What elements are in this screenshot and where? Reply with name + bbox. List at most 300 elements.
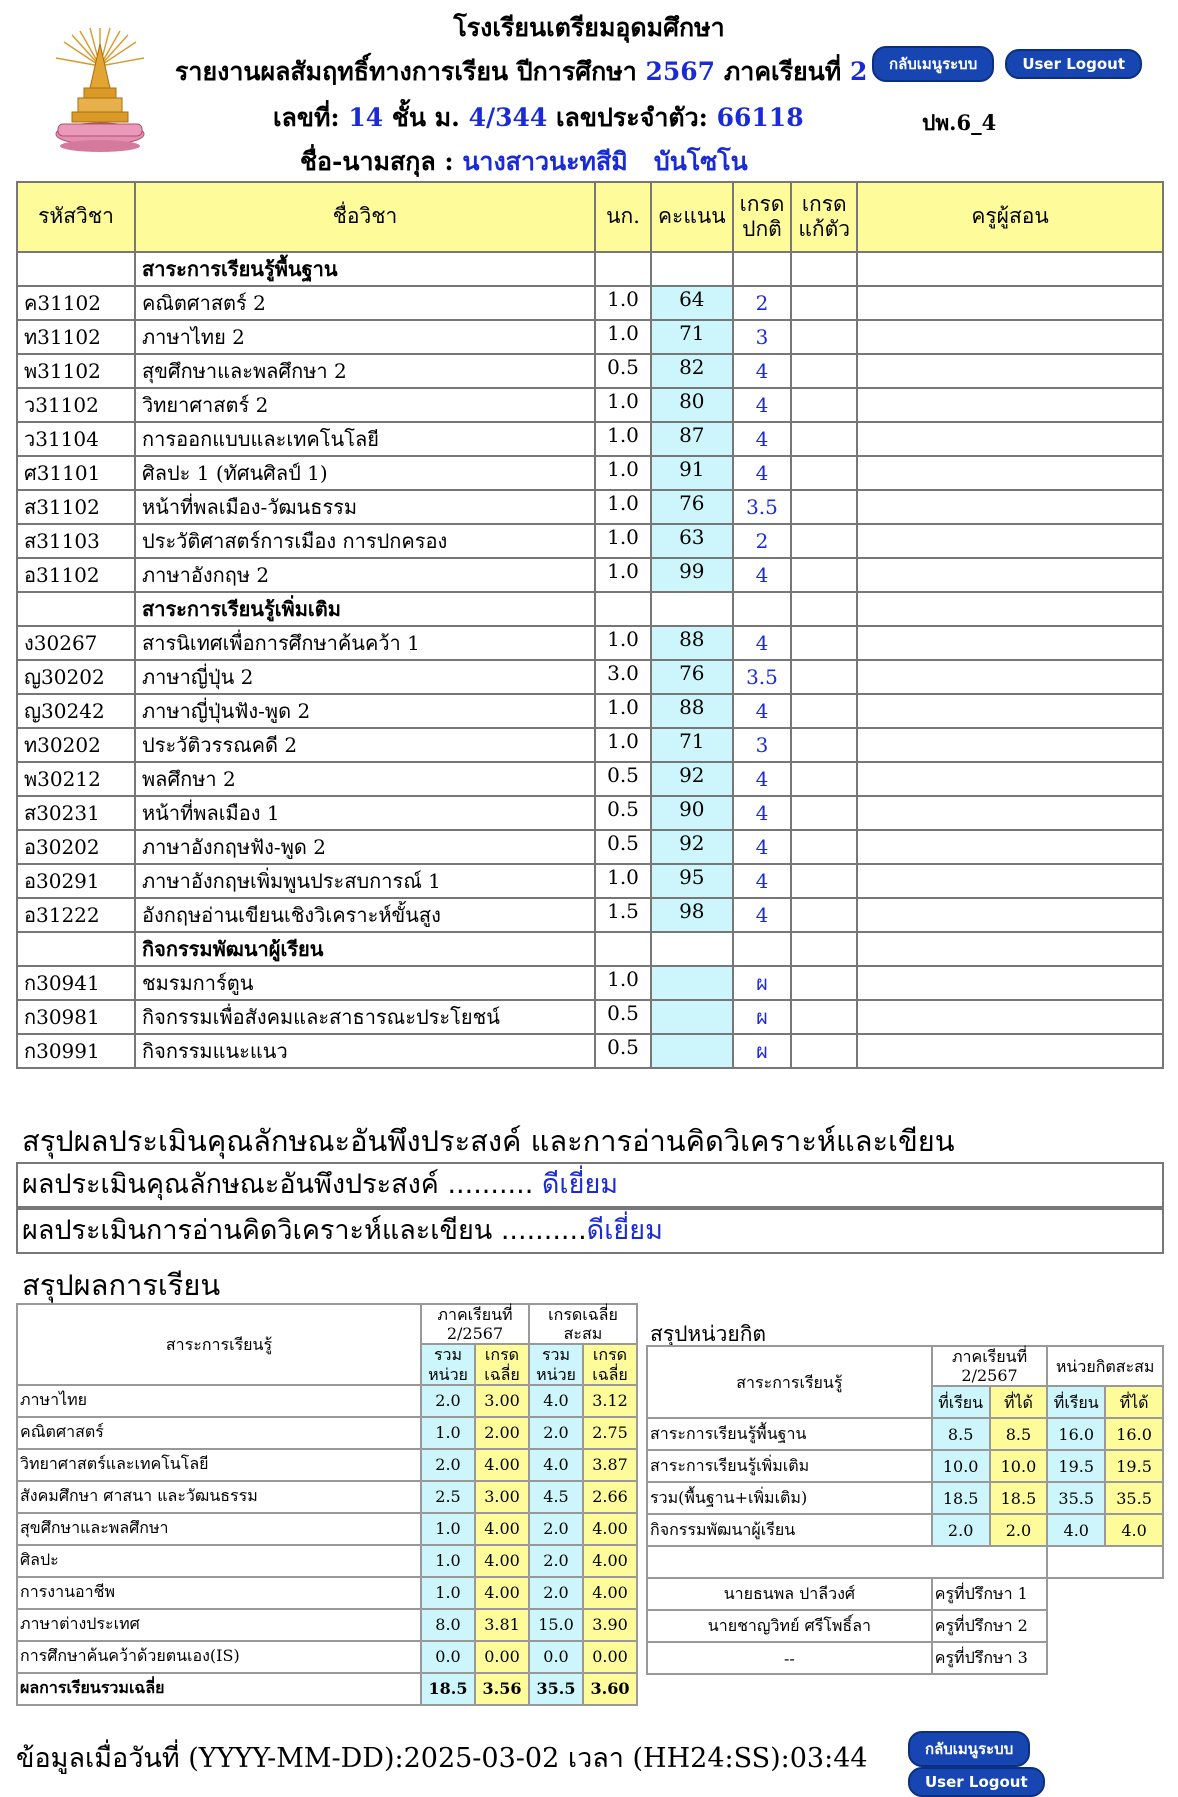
col-fix-grade	[791, 182, 857, 252]
subject-code: ส30231	[17, 796, 135, 830]
credit-cum-study: 4.0	[1047, 1514, 1105, 1546]
units-line2: หน่วย	[428, 1364, 468, 1384]
subject-row	[17, 864, 1163, 898]
subject-code: ส31103	[17, 524, 135, 558]
col-fix-line1: เกรด	[801, 191, 847, 216]
subject-name: กิจกรรมแนะแนว	[135, 1034, 595, 1068]
summary-term-gpa: 3.56	[475, 1673, 529, 1705]
subject-score: 63	[651, 524, 733, 558]
subject-row	[17, 490, 1163, 524]
student-class: 4/344	[468, 103, 548, 132]
group-row	[17, 932, 1163, 966]
credit-cum-study: 16.0	[1047, 1418, 1105, 1450]
subject-grade: ผ	[733, 1000, 792, 1034]
credit-col-term-line2: 2/2567	[961, 1366, 1018, 1386]
subject-teacher	[857, 966, 1163, 1000]
subject-row	[17, 898, 1163, 932]
subject-grade: 4	[733, 898, 792, 932]
summary-term-gpa: 3.81	[475, 1609, 529, 1641]
credit-spacer-row	[647, 1546, 1163, 1578]
subject-score: 87	[651, 422, 733, 456]
credit-spacer-cell	[1047, 1546, 1163, 1578]
summary-subject: ผลการเรียนรวมเฉลี่ย	[17, 1673, 421, 1705]
subject-row	[17, 456, 1163, 490]
summary-term-gpa: 2.00	[475, 1417, 529, 1449]
credit-subject: รวม(พื้นฐาน+เพิ่มเติม)	[647, 1482, 932, 1514]
summary-body	[17, 1385, 637, 1705]
summary-term-gpa: 3.00	[475, 1385, 529, 1417]
summary-row	[17, 1481, 637, 1513]
subject-name: ประวัติศาสตร์การเมือง การปกครอง	[135, 524, 595, 558]
summary-subject: ศิลปะ	[17, 1545, 421, 1577]
credit-subject: กิจกรรมพัฒนาผู้เรียน	[647, 1514, 932, 1546]
subject-teacher	[857, 830, 1163, 864]
student-number: 14	[348, 103, 384, 132]
summary-term-units: 1.0	[421, 1513, 475, 1545]
subject-fix-grade	[791, 320, 857, 354]
reading-eval-label: ผลประเมินการอ่านคิดวิเคราะห์และเขียน ..........	[22, 1215, 587, 1246]
student-name-row	[300, 142, 748, 182]
credit-subject: สาระการเรียนรู้พื้นฐาน	[647, 1418, 932, 1450]
group-row	[17, 252, 1163, 286]
subject-name: ศิลปะ 1 (ทัศนศิลป์ 1)	[135, 456, 595, 490]
subject-fix-grade	[791, 864, 857, 898]
summary-subject: สุขศึกษาและพลศึกษา	[17, 1513, 421, 1545]
summary-subject: ภาษาต่างประเทศ	[17, 1609, 421, 1641]
subject-grade: 4	[733, 830, 792, 864]
subject-teacher	[857, 1034, 1163, 1068]
subject-teacher	[857, 796, 1163, 830]
summary-term-gpa: 3.00	[475, 1481, 529, 1513]
summary-row	[17, 1513, 637, 1545]
school-name: โรงเรียนเตรียมอุดมศึกษา	[453, 13, 725, 42]
summary-col-term-units	[421, 1344, 475, 1384]
units-line1: รวม	[541, 1345, 571, 1365]
subject-credit: 1.0	[595, 490, 651, 524]
advisor-role: ครูที่ปรึกษา 3	[932, 1642, 1048, 1674]
subject-fix-grade	[791, 966, 857, 1000]
student-info	[273, 98, 804, 138]
subject-row	[17, 320, 1163, 354]
subject-name: หน้าที่พลเมือง 1	[135, 796, 595, 830]
summary-term-units: 18.5	[421, 1673, 475, 1705]
subject-code: ท30202	[17, 728, 135, 762]
subject-fix-grade	[791, 694, 857, 728]
subject-row	[17, 728, 1163, 762]
summary-term-units: 2.0	[421, 1449, 475, 1481]
subject-fix-grade	[791, 1034, 857, 1068]
subject-row	[17, 1000, 1163, 1034]
subject-grade: 4	[733, 456, 792, 490]
group-grade-cell	[733, 932, 792, 966]
gpa-line2: เฉลี่ย	[484, 1364, 520, 1384]
subject-score: 92	[651, 830, 733, 864]
group-row	[17, 592, 1163, 626]
back-to-menu-button[interactable]: กลับเมนูระบบ	[872, 46, 994, 82]
subject-name: ภาษาอังกฤษเพิ่มพูนประสบการณ์ 1	[135, 864, 595, 898]
report-header	[0, 0, 1178, 185]
subject-score: 92	[651, 762, 733, 796]
subject-grade: 3.5	[733, 490, 792, 524]
student-name: นางสาวนะทสีมิ บันโซโน	[462, 147, 748, 176]
term-label: ภาคเรียนที่	[723, 57, 842, 86]
report-title-text: รายงานผลสัมฤทธิ์ทางการเรียน ปีการศึกษา	[175, 57, 637, 86]
group-code-cell	[17, 592, 135, 626]
subject-teacher	[857, 558, 1163, 592]
subject-credit: 1.0	[595, 456, 651, 490]
group-credit-cell	[595, 592, 651, 626]
gpa-line1: เกรด	[484, 1345, 520, 1365]
col-code: รหัสวิชา	[17, 182, 135, 252]
subject-score	[651, 966, 733, 1000]
subject-teacher	[857, 320, 1163, 354]
credit-row	[647, 1514, 1163, 1546]
subject-name: พลศึกษา 2	[135, 762, 595, 796]
advisor-row	[647, 1610, 1163, 1642]
summary-col-term-line2: 2/2567	[446, 1324, 504, 1344]
summary-cum-gpa: 3.90	[583, 1609, 637, 1641]
subject-fix-grade	[791, 830, 857, 864]
summary-col-cumulative	[529, 1304, 637, 1344]
summary-col-subject: สาระการเรียนรู้	[17, 1304, 421, 1385]
character-eval-value: ดีเยี่ยม	[541, 1169, 619, 1200]
subject-code: ก30981	[17, 1000, 135, 1034]
subject-fix-grade	[791, 1000, 857, 1034]
subject-credit: 1.0	[595, 286, 651, 320]
subject-credit: 0.5	[595, 1034, 651, 1068]
credit-cum-study: 35.5	[1047, 1482, 1105, 1514]
summary-term-gpa: 4.00	[475, 1513, 529, 1545]
col-score: คะแนน	[651, 182, 733, 252]
credit-cum-got: 16.0	[1105, 1418, 1163, 1450]
subject-name: ประวัติวรรณคดี 2	[135, 728, 595, 762]
summary-term-gpa: 0.00	[475, 1641, 529, 1673]
bottom-buttons	[908, 1731, 1178, 1797]
subject-score: 76	[651, 660, 733, 694]
subject-fix-grade	[791, 422, 857, 456]
summary-row	[17, 1417, 637, 1449]
advisor-role: ครูที่ปรึกษา 1	[932, 1578, 1048, 1610]
subject-credit: 1.0	[595, 966, 651, 1000]
grades-body	[17, 252, 1163, 1068]
subject-code: พ31102	[17, 354, 135, 388]
results-summary-title: สรุปผลการเรียน	[22, 1268, 221, 1302]
subject-teacher	[857, 762, 1163, 796]
subject-row	[17, 524, 1163, 558]
subject-name: ภาษาญี่ปุ่น 2	[135, 660, 595, 694]
credit-row	[647, 1482, 1163, 1514]
advisor-name: นายชาญวิทย์ ศรีโพธิ์ลา	[647, 1610, 932, 1642]
subject-teacher	[857, 388, 1163, 422]
summary-term-units: 1.0	[421, 1577, 475, 1609]
credit-term-study: 18.5	[932, 1482, 990, 1514]
subject-teacher	[857, 286, 1163, 320]
credit-spacer-cell	[647, 1546, 1047, 1578]
subject-fix-grade	[791, 660, 857, 694]
group-title: สาระการเรียนรู้เพิ่มเติม	[135, 592, 595, 626]
units-line1: รวม	[433, 1345, 463, 1365]
subject-code: ค31102	[17, 286, 135, 320]
summary-cum-units: 4.0	[529, 1449, 583, 1481]
subject-credit: 0.5	[595, 354, 651, 388]
reading-evaluation	[16, 1208, 1164, 1254]
subject-teacher	[857, 694, 1163, 728]
subject-code: ง30267	[17, 626, 135, 660]
grades-table	[16, 181, 1164, 1069]
summary-cum-gpa: 2.75	[583, 1417, 637, 1449]
subject-code: อ30291	[17, 864, 135, 898]
col-name: ชื่อวิชา	[135, 182, 595, 252]
summary-cum-units: 2.0	[529, 1417, 583, 1449]
summary-col-term-line1: ภาคเรียนที่	[437, 1305, 513, 1324]
summary-term-units: 8.0	[421, 1609, 475, 1641]
col-grade	[733, 182, 792, 252]
subject-name: กิจกรรมเพื่อสังคมและสาธารณะประโยชน์	[135, 1000, 595, 1034]
subject-grade: 4	[733, 694, 792, 728]
subject-fix-grade	[791, 388, 857, 422]
subject-credit: 1.0	[595, 422, 651, 456]
results-summary-table	[16, 1303, 638, 1706]
credit-term-study: 10.0	[932, 1450, 990, 1482]
gpa-line2: เฉลี่ย	[592, 1364, 628, 1384]
assessment-title: สรุปผลประเมินคุณลักษณะอันพึงประสงค์ และการอ่านคิดวิเคราะห์และเขียน	[22, 1124, 955, 1158]
summary-col-cum-line2: สะสม	[563, 1324, 603, 1344]
subject-grade: 4	[733, 864, 792, 898]
summary-col-term	[421, 1304, 529, 1344]
top-buttons	[872, 46, 1148, 82]
subject-name: หน้าที่พลเมือง-วัฒนธรรม	[135, 490, 595, 524]
group-score-cell	[651, 932, 733, 966]
subject-name: ภาษาอังกฤษ 2	[135, 558, 595, 592]
subject-grade: 4	[733, 558, 792, 592]
subject-row	[17, 388, 1163, 422]
logout-button[interactable]: User Logout	[908, 1767, 1045, 1797]
credit-term-study: 8.5	[932, 1418, 990, 1450]
subject-score: 64	[651, 286, 733, 320]
subject-fix-grade	[791, 626, 857, 660]
grades-header-row	[17, 182, 1163, 252]
subject-credit: 1.0	[595, 558, 651, 592]
advisor-row	[647, 1642, 1163, 1674]
subject-credit: 0.5	[595, 1000, 651, 1034]
subject-row	[17, 830, 1163, 864]
subject-code: ก30991	[17, 1034, 135, 1068]
advisor-blank	[1047, 1610, 1163, 1642]
summary-cum-gpa: 2.66	[583, 1481, 637, 1513]
subject-credit: 1.0	[595, 320, 651, 354]
summary-cum-units: 2.0	[529, 1545, 583, 1577]
summary-row	[17, 1641, 637, 1673]
summary-cum-units: 2.0	[529, 1577, 583, 1609]
col-credit: นก.	[595, 182, 651, 252]
subject-row	[17, 660, 1163, 694]
subject-code: อ30202	[17, 830, 135, 864]
group-credit-cell	[595, 932, 651, 966]
group-title: กิจกรรมพัฒนาผู้เรียน	[135, 932, 595, 966]
subject-code: ก30941	[17, 966, 135, 1000]
summary-term-gpa: 4.00	[475, 1545, 529, 1577]
summary-term-gpa: 4.00	[475, 1449, 529, 1481]
col-grade-line2: ปกติ	[742, 217, 782, 241]
subject-row	[17, 626, 1163, 660]
subject-row	[17, 354, 1163, 388]
character-evaluation	[16, 1162, 1164, 1208]
subject-teacher	[857, 490, 1163, 524]
subject-grade: ผ	[733, 966, 792, 1000]
credit-col-term-study: ที่เรียน	[932, 1386, 990, 1418]
summary-col-cum-gpa	[583, 1344, 637, 1384]
credit-body	[647, 1418, 1163, 1674]
term-number: 2	[849, 57, 868, 86]
subject-grade: 4	[733, 626, 792, 660]
subject-row	[17, 286, 1163, 320]
subject-score: 91	[651, 456, 733, 490]
subject-teacher	[857, 354, 1163, 388]
subject-score: 98	[651, 898, 733, 932]
summary-row	[17, 1577, 637, 1609]
subject-code: พ30212	[17, 762, 135, 796]
name-label: ชื่อ-นามสกุล :	[300, 147, 454, 176]
summary-term-units: 1.0	[421, 1417, 475, 1449]
advisor-name: --	[647, 1642, 932, 1674]
summary-term-units: 2.5	[421, 1481, 475, 1513]
summary-cum-gpa: 0.00	[583, 1641, 637, 1673]
subject-code: อ31102	[17, 558, 135, 592]
group-score-cell	[651, 252, 733, 286]
subject-grade: 3.5	[733, 660, 792, 694]
group-grade-cell	[733, 252, 792, 286]
credit-col-term-got: ที่ได้	[990, 1386, 1048, 1418]
advisor-name: นายธนพล ปาลีวงศ์	[647, 1578, 932, 1610]
group-teacher-cell	[857, 252, 1163, 286]
col-teacher: ครูผู้สอน	[857, 182, 1163, 252]
subject-code: ส31102	[17, 490, 135, 524]
summary-cum-gpa: 4.00	[583, 1577, 637, 1609]
subject-teacher	[857, 1000, 1163, 1034]
summary-cum-gpa: 4.00	[583, 1513, 637, 1545]
credit-row	[647, 1450, 1163, 1482]
summary-term-units: 1.0	[421, 1545, 475, 1577]
col-grade-line1: เกรด	[739, 191, 785, 216]
summary-subject: การศึกษาค้นคว้าด้วยตนเอง(IS)	[17, 1641, 421, 1673]
group-fix-cell	[791, 252, 857, 286]
summary-row	[17, 1609, 637, 1641]
credit-col-cum-study: ที่เรียน	[1047, 1386, 1105, 1418]
group-fix-cell	[791, 932, 857, 966]
subject-score: 88	[651, 694, 733, 728]
subject-name: คณิตศาสตร์ 2	[135, 286, 595, 320]
subject-credit: 3.0	[595, 660, 651, 694]
subject-name: สุขศึกษาและพลศึกษา 2	[135, 354, 595, 388]
summary-term-gpa: 4.00	[475, 1577, 529, 1609]
class-label: ชั้น ม.	[391, 103, 460, 132]
group-title: สาระการเรียนรู้พื้นฐาน	[135, 252, 595, 286]
col-fix-line2: แก้ตัว	[798, 217, 851, 241]
summary-cum-units: 2.0	[529, 1513, 583, 1545]
subject-grade: 2	[733, 524, 792, 558]
number-label: เลขที่:	[273, 103, 340, 132]
subject-score: 71	[651, 320, 733, 354]
summary-row	[17, 1385, 637, 1417]
credit-cum-got: 4.0	[1105, 1514, 1163, 1546]
reading-eval-value: ดีเยี่ยม	[586, 1215, 663, 1246]
subject-fix-grade	[791, 286, 857, 320]
subject-credit: 1.0	[595, 728, 651, 762]
subject-code: ท31102	[17, 320, 135, 354]
subject-code: ว31102	[17, 388, 135, 422]
subject-grade: ผ	[733, 1034, 792, 1068]
subject-name: ภาษาญี่ปุ่นฟัง-พูด 2	[135, 694, 595, 728]
subject-row	[17, 796, 1163, 830]
summary-term-units: 2.0	[421, 1385, 475, 1417]
subject-grade: 3	[733, 728, 792, 762]
credit-term-study: 2.0	[932, 1514, 990, 1546]
credit-header-row-1	[647, 1346, 1163, 1386]
group-credit-cell	[595, 252, 651, 286]
academic-year: 2567	[645, 57, 716, 86]
subject-name: ภาษาไทย 2	[135, 320, 595, 354]
advisor-blank	[1047, 1578, 1163, 1610]
credit-term-got: 10.0	[990, 1450, 1048, 1482]
logout-button[interactable]: User Logout	[1005, 49, 1142, 79]
summary-row	[17, 1449, 637, 1481]
subject-credit: 1.0	[595, 694, 651, 728]
back-to-menu-button[interactable]: กลับเมนูระบบ	[908, 1731, 1030, 1767]
credit-col-term	[932, 1346, 1048, 1386]
subject-code: ว31104	[17, 422, 135, 456]
data-timestamp: ข้อมูลเมื่อวันที่ (YYYY-MM-DD):2025-03-02 เวลา (HH24:SS):03:44	[16, 1743, 868, 1774]
credit-summary-title: สรุปหน่วยกิต	[650, 1322, 767, 1346]
advisor-role: ครูที่ปรึกษา 2	[932, 1610, 1048, 1642]
subject-score: 88	[651, 626, 733, 660]
subject-fix-grade	[791, 354, 857, 388]
advisor-row	[647, 1578, 1163, 1610]
subject-code: ศ31101	[17, 456, 135, 490]
subject-credit: 0.5	[595, 830, 651, 864]
summary-row	[17, 1545, 637, 1577]
subject-code: อ31222	[17, 898, 135, 932]
group-score-cell	[651, 592, 733, 626]
subject-credit: 1.5	[595, 898, 651, 932]
summary-col-cum-units	[529, 1344, 583, 1384]
subject-grade: 4	[733, 796, 792, 830]
subject-fix-grade	[791, 728, 857, 762]
subject-score: 82	[651, 354, 733, 388]
subject-credit: 1.0	[595, 626, 651, 660]
subject-credit: 1.0	[595, 388, 651, 422]
subject-fix-grade	[791, 524, 857, 558]
summary-subject: ภาษาไทย	[17, 1385, 421, 1417]
summary-cum-units: 35.5	[529, 1673, 583, 1705]
summary-cum-gpa: 3.12	[583, 1385, 637, 1417]
subject-fix-grade	[791, 456, 857, 490]
gpa-line1: เกรด	[592, 1345, 628, 1365]
subject-score: 99	[651, 558, 733, 592]
subject-teacher	[857, 524, 1163, 558]
credit-term-got: 18.5	[990, 1482, 1048, 1514]
subject-row	[17, 422, 1163, 456]
subject-teacher	[857, 864, 1163, 898]
subject-fix-grade	[791, 796, 857, 830]
form-code: ปพ.6_4	[922, 110, 997, 135]
subject-row	[17, 694, 1163, 728]
subject-fix-grade	[791, 558, 857, 592]
subject-score	[651, 1034, 733, 1068]
credit-term-got: 2.0	[990, 1514, 1048, 1546]
group-fix-cell	[791, 592, 857, 626]
subject-score: 80	[651, 388, 733, 422]
credit-cum-study: 19.5	[1047, 1450, 1105, 1482]
